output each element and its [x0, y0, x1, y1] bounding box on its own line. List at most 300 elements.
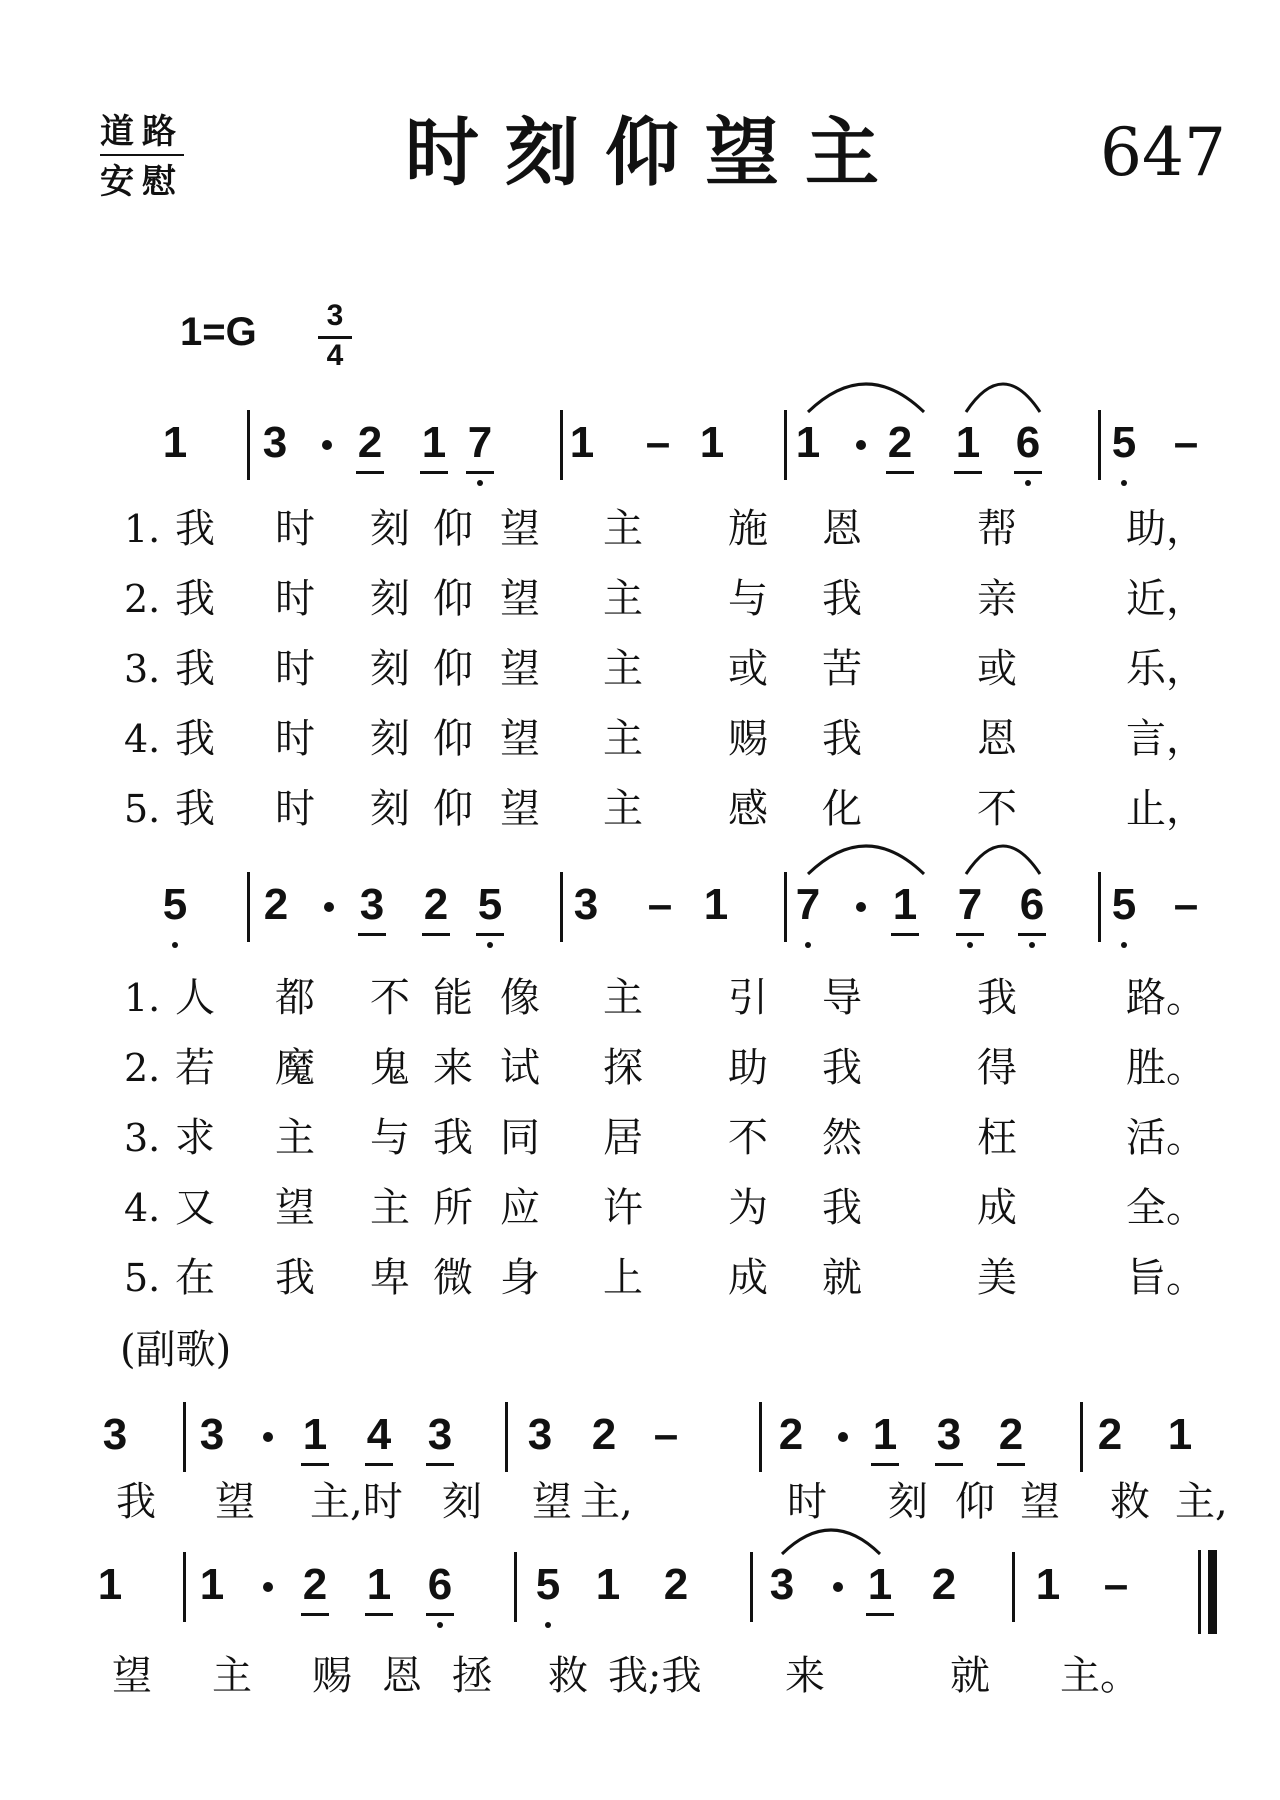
- system1-note-underline: [420, 471, 448, 474]
- part2-lyric-word: 主: [370, 1185, 410, 1231]
- system3-note-text: 2: [1097, 1410, 1123, 1459]
- part2-lyric-word: 应: [500, 1185, 540, 1231]
- system4-note-text: 1: [97, 1560, 123, 1609]
- system2-note-low-dot: [1121, 942, 1127, 948]
- part1-lyric-word: 主: [603, 576, 643, 622]
- system4-note-text: 2: [931, 1560, 957, 1609]
- system4-note-text: 1: [1035, 1560, 1061, 1609]
- system1-note-text: –: [1173, 418, 1199, 467]
- chorus-line2-lyric: 我;我: [608, 1653, 702, 1699]
- system4-barline: [1012, 1552, 1015, 1622]
- part2-lyric-word: 我: [977, 975, 1017, 1021]
- system4-note: [528, 1560, 568, 1610]
- part2-lyric-word: 试: [500, 1045, 540, 1091]
- part1-lyric-word: 仰: [433, 506, 473, 552]
- part1-lyric-word: 我: [175, 786, 215, 832]
- system3-barline: [759, 1402, 762, 1472]
- part1-lyric-word: 时: [275, 646, 315, 692]
- part2-lyric-word: 美: [977, 1255, 1017, 1301]
- chorus-line1-lyric: 望: [1020, 1479, 1060, 1525]
- system2-note-text: 2: [263, 880, 289, 929]
- system1-note: [255, 418, 295, 468]
- system4-note: [192, 1560, 232, 1610]
- part1-lyric-word: 近，: [1126, 576, 1206, 622]
- system4-note: [762, 1560, 802, 1610]
- part1-lyric-word: 言，: [1126, 716, 1206, 762]
- system1-note-text: 1: [569, 418, 595, 467]
- part2-lyric-word: 助: [728, 1045, 768, 1091]
- system2-barline: [784, 872, 787, 942]
- system1-note-text: 2: [887, 418, 913, 467]
- chorus-line1-lyric: 主,: [580, 1479, 633, 1525]
- system2-note-text: 5: [1111, 880, 1137, 929]
- system4-note-low-dot: [437, 1622, 443, 1628]
- system1-note-text: –: [645, 418, 671, 467]
- part1-lyric-word: 时: [275, 786, 315, 832]
- system4-note: [1028, 1560, 1068, 1610]
- system2-note: [1012, 880, 1052, 930]
- part1-lyric-word: 苦: [822, 646, 862, 692]
- system3-note: [991, 1410, 1031, 1460]
- chorus-line2-lyric: 救: [548, 1653, 588, 1699]
- system2-note-underline: [476, 933, 504, 936]
- system2-note: [788, 880, 828, 930]
- system3-note-text: 3: [199, 1410, 225, 1459]
- part2-lyric-word: 望: [275, 1185, 315, 1231]
- chorus-line1-lyric: 时: [787, 1479, 827, 1525]
- slur-system4: [782, 1528, 880, 1556]
- system3-note: [865, 1410, 905, 1460]
- system1-note-low-dot: [477, 480, 483, 486]
- chorus-line2-lyric: 主: [212, 1653, 252, 1699]
- system3-note: [359, 1410, 399, 1460]
- part1-lyric-word: 时: [275, 506, 315, 552]
- part2-lyric-word: 求: [175, 1115, 215, 1161]
- part2-lyric-word: 在: [175, 1255, 215, 1301]
- part2-lyric-word: 上: [603, 1255, 643, 1301]
- system2-note-text: –: [647, 880, 673, 929]
- system3-note-underline: [871, 1463, 899, 1466]
- part2-lyric-word: 居: [603, 1115, 643, 1161]
- system3-note: [295, 1410, 335, 1460]
- part2-lyric-word: 导: [822, 975, 862, 1021]
- system3-augmentation-dot: [263, 1432, 273, 1442]
- system4-note-text: 1: [366, 1560, 392, 1609]
- system3-barline: [183, 1402, 186, 1472]
- system4-note-underline: [365, 1613, 393, 1616]
- final-barline-thick: [1208, 1550, 1217, 1634]
- system4-note-text: 6: [427, 1560, 453, 1609]
- part2-verse-number: 2.: [124, 1046, 161, 1090]
- system4-barline: [183, 1552, 186, 1622]
- part2-lyric-word: 又: [175, 1185, 215, 1231]
- system2-augmentation-dot: [324, 902, 334, 912]
- system1-note-underline: [356, 471, 384, 474]
- system4-note: [860, 1560, 900, 1610]
- system4-note-text: –: [1103, 1560, 1129, 1609]
- system4-note-text: 3: [769, 1560, 795, 1609]
- part2-lyric-word: 不: [728, 1115, 768, 1161]
- system1-barline: [247, 410, 250, 480]
- system4-note: [359, 1560, 399, 1610]
- part1-verse-number: 1.: [124, 507, 161, 551]
- part1-verse-number: 2.: [124, 577, 161, 621]
- part2-lyric-word: 活。: [1126, 1115, 1206, 1161]
- system4-note-text: 5: [535, 1560, 561, 1609]
- system1-note-text: 7: [467, 418, 493, 467]
- part1-lyric-word: 赐: [728, 716, 768, 762]
- system3-note: [1090, 1410, 1130, 1460]
- chorus-line1-lyric: 仰: [955, 1479, 995, 1525]
- part2-lyric-word: 我: [433, 1115, 473, 1161]
- system2-note: [950, 880, 990, 930]
- part2-lyric-word: 就: [822, 1255, 862, 1301]
- part1-verse-number: 4.: [124, 717, 161, 761]
- part2-lyric-word: 为: [728, 1185, 768, 1231]
- part1-lyric-word: 我: [175, 646, 215, 692]
- system1-note-text: 2: [357, 418, 383, 467]
- system1-note-text: 1: [162, 418, 188, 467]
- system4-note-text: 1: [595, 1560, 621, 1609]
- system2-note: [352, 880, 392, 930]
- system4-note-underline: [301, 1613, 329, 1616]
- system2-note: [1166, 880, 1206, 930]
- system2-note: [885, 880, 925, 930]
- slur-system1-b: [966, 382, 1040, 414]
- system4-note-low-dot: [545, 1622, 551, 1628]
- chorus-line1-lyric: 望: [532, 1479, 572, 1525]
- part1-lyric-word: 不: [977, 786, 1017, 832]
- category-label-bottom: 安慰: [100, 162, 184, 202]
- system2-note-low-dot: [967, 942, 973, 948]
- part1-lyric-word: 仰: [433, 716, 473, 762]
- chorus-line2-lyric: 主。: [1060, 1653, 1140, 1699]
- chorus-line2-lyric: 望: [112, 1653, 152, 1699]
- system1-note-text: 6: [1015, 418, 1041, 467]
- part1-lyric-word: 施: [728, 506, 768, 552]
- system2-barline: [560, 872, 563, 942]
- chorus-line2-lyric: 赐: [312, 1653, 352, 1699]
- part1-lyric-word: 时: [275, 576, 315, 622]
- part2-lyric-word: 像: [500, 975, 540, 1021]
- system1-note: [788, 418, 828, 468]
- system3-note-text: –: [653, 1410, 679, 1459]
- part1-lyric-word: 帮: [977, 506, 1017, 552]
- system3-note-underline: [301, 1463, 329, 1466]
- system3-note: [771, 1410, 811, 1460]
- part2-lyric-word: 所: [433, 1185, 473, 1231]
- system3-note: [646, 1410, 686, 1460]
- system2-note-text: 5: [477, 880, 503, 929]
- part1-lyric-word: 主: [603, 506, 643, 552]
- system1-note-underline: [1014, 471, 1042, 474]
- system2-augmentation-dot: [856, 902, 866, 912]
- system2-note-text: 3: [359, 880, 385, 929]
- part2-lyric-word: 都: [275, 975, 315, 1021]
- slur-system2-a: [808, 844, 924, 876]
- system3-note-text: 1: [1167, 1410, 1193, 1459]
- system1-note-text: 1: [699, 418, 725, 467]
- system1-note-underline: [954, 471, 982, 474]
- part1-lyric-word: 望: [500, 786, 540, 832]
- system2-note-low-dot: [172, 942, 178, 948]
- system1-note: [350, 418, 390, 468]
- system4-augmentation-dot: [263, 1582, 273, 1592]
- part2-lyric-word: 与: [370, 1115, 410, 1161]
- system4-barline: [750, 1552, 753, 1622]
- part2-lyric-word: 鬼: [370, 1045, 410, 1091]
- system2-note-text: 2: [423, 880, 449, 929]
- system3-note: [420, 1410, 460, 1460]
- system2-note: [416, 880, 456, 930]
- part1-lyric-word: 我: [175, 716, 215, 762]
- system2-note-text: 7: [795, 880, 821, 929]
- system3-note: [929, 1410, 969, 1460]
- system3-note-text: 4: [366, 1410, 392, 1459]
- system1-note: [1008, 418, 1048, 468]
- system1-note-low-dot: [1025, 480, 1031, 486]
- part1-lyric-word: 仰: [433, 786, 473, 832]
- system2-note-underline: [422, 933, 450, 936]
- part1-lyric-word: 恩: [977, 716, 1017, 762]
- slur-system1-a: [808, 382, 924, 414]
- hymn-title: 时刻仰望主: [405, 110, 905, 196]
- part1-lyric-word: 恩: [822, 506, 862, 552]
- system1-note: [880, 418, 920, 468]
- part1-lyric-word: 或: [728, 646, 768, 692]
- system3-note-text: 3: [527, 1410, 553, 1459]
- part1-lyric-word: 我: [822, 716, 862, 762]
- part1-verse-number: 5.: [124, 787, 161, 831]
- part1-lyric-word: 刻: [370, 576, 410, 622]
- system3-note-underline: [997, 1463, 1025, 1466]
- system4-note-text: 2: [663, 1560, 689, 1609]
- part1-lyric-word: 止，: [1126, 786, 1206, 832]
- system3-note: [95, 1410, 135, 1460]
- part2-lyric-word: 若: [175, 1045, 215, 1091]
- part1-lyric-word: 助，: [1126, 506, 1206, 552]
- part2-lyric-word: 我: [822, 1185, 862, 1231]
- chorus-line1-lyric: 望: [215, 1479, 255, 1525]
- part2-verse-number: 4.: [124, 1186, 161, 1230]
- chorus-line1-lyric: 主,时: [310, 1479, 403, 1525]
- system2-note: [640, 880, 680, 930]
- key-signature: 1=G: [180, 310, 257, 354]
- system1-note-underline: [886, 471, 914, 474]
- system1-note: [1104, 418, 1144, 468]
- system2-note: [155, 880, 195, 930]
- part1-lyric-word: 望: [500, 576, 540, 622]
- system3-note-underline: [365, 1463, 393, 1466]
- part2-lyric-word: 主: [603, 975, 643, 1021]
- part2-lyric-word: 能: [433, 975, 473, 1021]
- part2-lyric-word: 来: [433, 1045, 473, 1091]
- part1-lyric-word: 化: [822, 786, 862, 832]
- system1-note: [155, 418, 195, 468]
- chorus-line2-lyric: 就: [950, 1653, 990, 1699]
- system3-note-text: 1: [302, 1410, 328, 1459]
- part2-lyric-word: 引: [728, 975, 768, 1021]
- system4-note-text: 1: [199, 1560, 225, 1609]
- system1-note: [692, 418, 732, 468]
- part2-lyric-word: 不: [370, 975, 410, 1021]
- part1-lyric-word: 我: [175, 506, 215, 552]
- system1-note: [414, 418, 454, 468]
- part2-lyric-word: 枉: [977, 1115, 1017, 1161]
- system4-note: [656, 1560, 696, 1610]
- part1-lyric-word: 仰: [433, 646, 473, 692]
- system3-note-underline: [426, 1463, 454, 1466]
- system1-note: [460, 418, 500, 468]
- system4-note-underline: [866, 1613, 894, 1616]
- system3-note-text: 3: [936, 1410, 962, 1459]
- part1-lyric-word: 我: [822, 576, 862, 622]
- part1-lyric-word: 刻: [370, 716, 410, 762]
- system3-note: [520, 1410, 560, 1460]
- part2-lyric-word: 魔: [275, 1045, 315, 1091]
- system4-note: [90, 1560, 130, 1610]
- system2-note: [1104, 880, 1144, 930]
- part2-lyric-word: 身: [500, 1255, 540, 1301]
- system3-note-text: 2: [591, 1410, 617, 1459]
- system1-note-text: 1: [421, 418, 447, 467]
- system1-barline: [1098, 410, 1101, 480]
- system2-note-text: 7: [957, 880, 983, 929]
- system4-note: [420, 1560, 460, 1610]
- system2-note-text: 1: [703, 880, 729, 929]
- system3-note-text: 3: [427, 1410, 453, 1459]
- system3-note: [192, 1410, 232, 1460]
- system4-note-text: 1: [867, 1560, 893, 1609]
- chorus-line1-lyric: 刻: [888, 1479, 928, 1525]
- system4-barline: [514, 1552, 517, 1622]
- system4-note: [924, 1560, 964, 1610]
- slur-system2-b: [966, 844, 1040, 876]
- part1-lyric-word: 主: [603, 646, 643, 692]
- part2-verse-number: 3.: [124, 1116, 161, 1160]
- chorus-label: (副歌): [120, 1327, 232, 1373]
- system4-note-underline: [426, 1613, 454, 1616]
- part1-lyric-word: 主: [603, 716, 643, 762]
- part1-lyric-word: 仰: [433, 576, 473, 622]
- system1-note-text: 5: [1111, 418, 1137, 467]
- part2-lyric-word: 同: [500, 1115, 540, 1161]
- part1-lyric-word: 望: [500, 646, 540, 692]
- system2-note: [566, 880, 606, 930]
- part2-lyric-word: 微: [433, 1255, 473, 1301]
- system2-note-underline: [956, 933, 984, 936]
- system2-barline: [1098, 872, 1101, 942]
- system2-note: [696, 880, 736, 930]
- chorus-line2-lyric: 来: [785, 1653, 825, 1699]
- part2-lyric-word: 许: [603, 1185, 643, 1231]
- part2-lyric-word: 我: [822, 1045, 862, 1091]
- system1-note: [562, 418, 602, 468]
- system1-note-underline: [466, 471, 494, 474]
- final-barline-thin: [1198, 1550, 1201, 1634]
- system1-note-text: 1: [795, 418, 821, 467]
- system3-augmentation-dot: [838, 1432, 848, 1442]
- system3-barline: [505, 1402, 508, 1472]
- part1-lyric-word: 乐，: [1126, 646, 1206, 692]
- system1-note: [1166, 418, 1206, 468]
- time-signature-top: 3: [326, 299, 344, 332]
- part1-lyric-word: 我: [175, 576, 215, 622]
- system2-note-text: –: [1173, 880, 1199, 929]
- system1-note: [948, 418, 988, 468]
- system2-note-low-dot: [1029, 942, 1035, 948]
- system1-note-text: 1: [955, 418, 981, 467]
- chorus-line1-lyric: 主,: [1175, 1479, 1228, 1525]
- system2-note-underline: [891, 933, 919, 936]
- part2-verse-number: 5.: [124, 1256, 161, 1300]
- system3-note-text: 3: [102, 1410, 128, 1459]
- part1-lyric-word: 刻: [370, 786, 410, 832]
- system2-barline: [247, 872, 250, 942]
- part2-lyric-word: 卑: [370, 1255, 410, 1301]
- part1-lyric-word: 时: [275, 716, 315, 762]
- system3-note-underline: [935, 1463, 963, 1466]
- part2-lyric-word: 全。: [1126, 1185, 1206, 1231]
- system3-note: [584, 1410, 624, 1460]
- part2-lyric-word: 我: [275, 1255, 315, 1301]
- system2-note-text: 5: [162, 880, 188, 929]
- chorus-line1-lyric: 刻: [442, 1479, 482, 1525]
- part2-lyric-word: 路。: [1126, 975, 1206, 1021]
- part2-lyric-word: 得: [977, 1045, 1017, 1091]
- part1-lyric-word: 亲: [977, 576, 1017, 622]
- system1-note-text: 3: [262, 418, 288, 467]
- chorus-line2-lyric: 拯: [452, 1653, 492, 1699]
- system3-barline: [1080, 1402, 1083, 1472]
- part1-lyric-word: 或: [977, 646, 1017, 692]
- part2-lyric-word: 成: [977, 1185, 1017, 1231]
- part1-lyric-word: 刻: [370, 646, 410, 692]
- chorus-line2-lyric: 恩: [382, 1653, 422, 1699]
- part2-verse-number: 1.: [124, 976, 161, 1020]
- category-label-top: 道路: [100, 112, 184, 156]
- system2-note-text: 6: [1019, 880, 1045, 929]
- system2-note-underline: [358, 933, 386, 936]
- system2-note-low-dot: [487, 942, 493, 948]
- part1-lyric-word: 与: [728, 576, 768, 622]
- system3-note-text: 1: [872, 1410, 898, 1459]
- part1-lyric-word: 望: [500, 506, 540, 552]
- part1-verse-number: 3.: [124, 647, 161, 691]
- part2-lyric-word: 胜。: [1126, 1045, 1206, 1091]
- system4-note-text: 2: [302, 1560, 328, 1609]
- chorus-line1-lyric: 救: [1110, 1479, 1150, 1525]
- part1-lyric-word: 望: [500, 716, 540, 762]
- system3-note-text: 2: [778, 1410, 804, 1459]
- part2-lyric-word: 成: [728, 1255, 768, 1301]
- system4-note: [295, 1560, 335, 1610]
- chorus-line1-lyric: 我: [116, 1479, 156, 1525]
- hymn-number: 647: [1100, 114, 1226, 191]
- part2-lyric-word: 探: [603, 1045, 643, 1091]
- part2-lyric-word: 旨。: [1126, 1255, 1206, 1301]
- system1-barline: [784, 410, 787, 480]
- part2-lyric-word: 然: [822, 1115, 862, 1161]
- system1-augmentation-dot: [856, 440, 866, 450]
- system1-note-low-dot: [1121, 480, 1127, 486]
- part1-lyric-word: 刻: [370, 506, 410, 552]
- system2-note: [256, 880, 296, 930]
- system2-note-text: 1: [892, 880, 918, 929]
- system1-note: [638, 418, 678, 468]
- time-signature-bottom: 4: [326, 339, 344, 372]
- system2-note-text: 3: [573, 880, 599, 929]
